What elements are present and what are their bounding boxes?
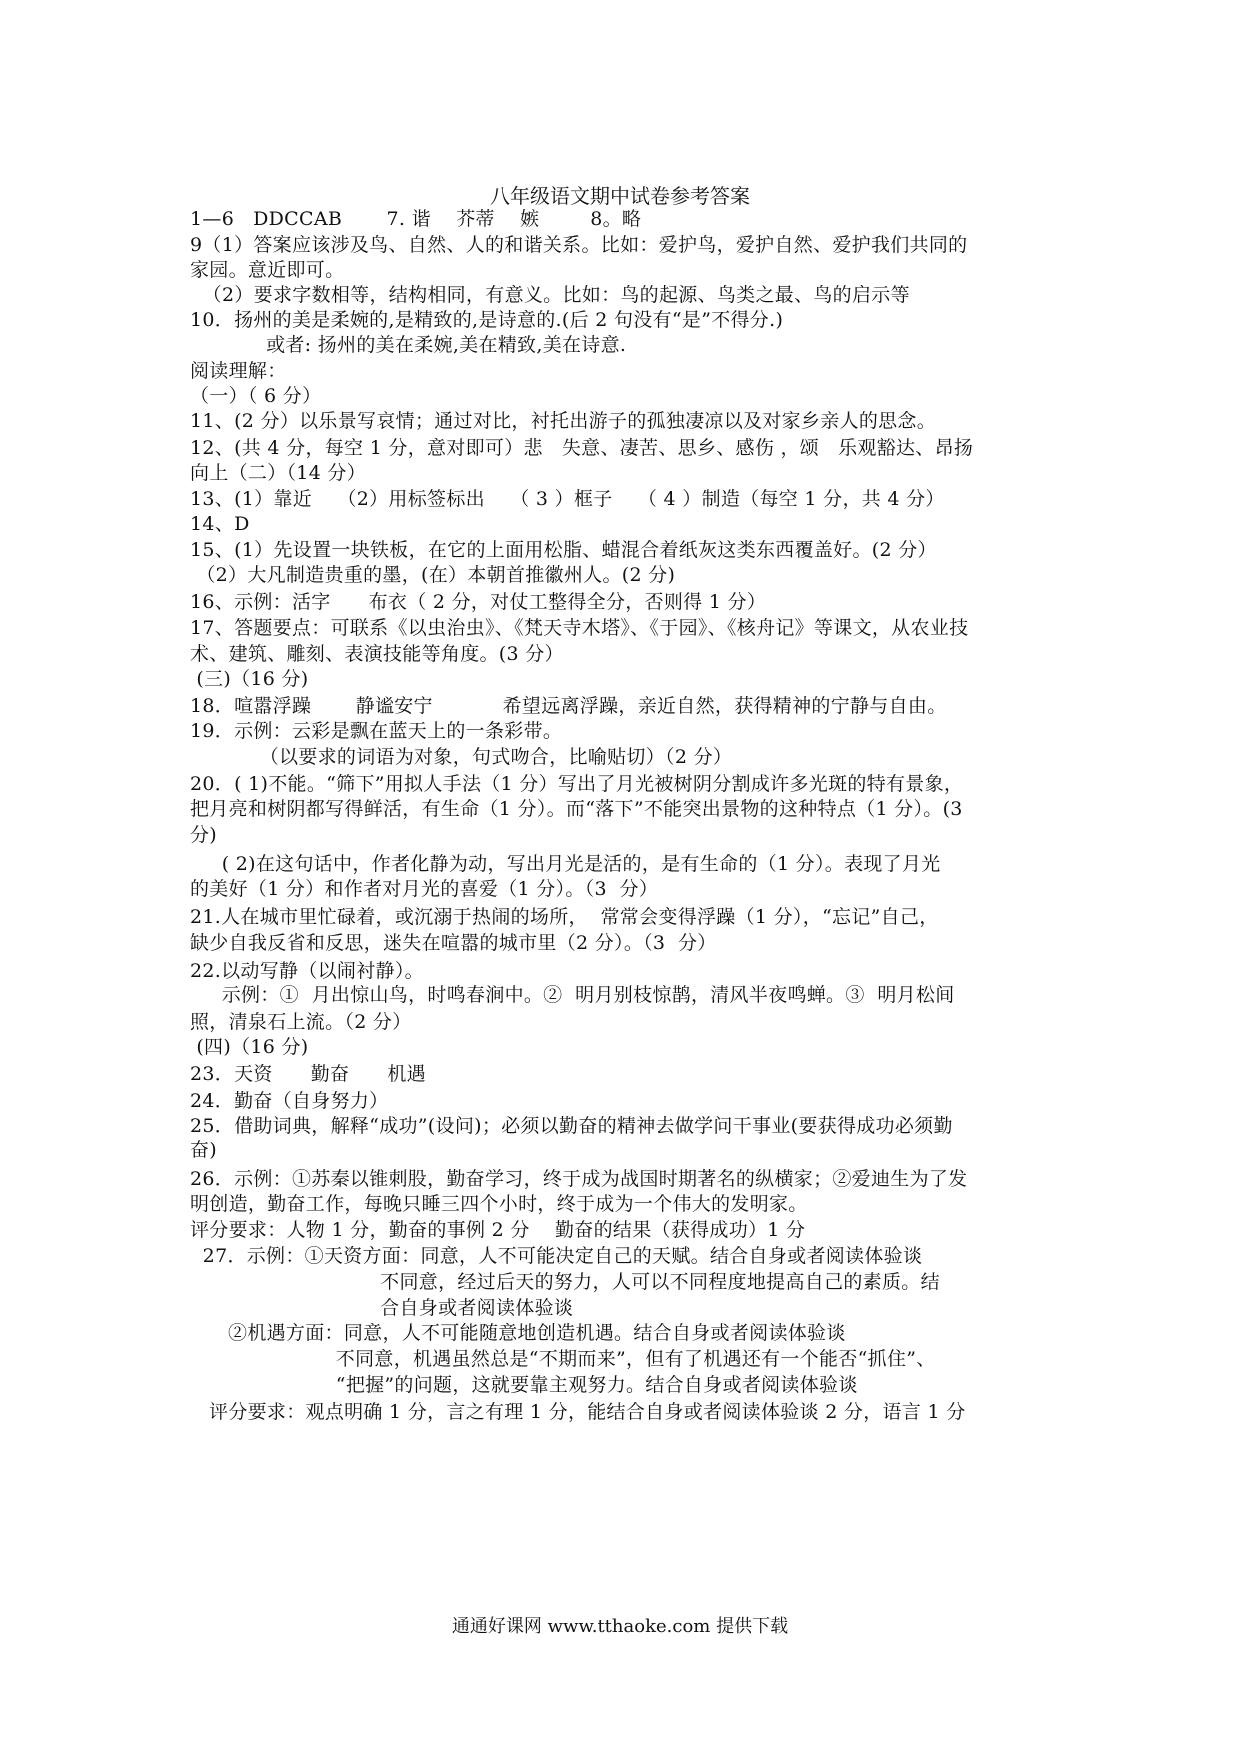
answer-line: 分) — [190, 824, 218, 846]
answer-line: （2）大凡制造贵重的墨，(在）本朝首推徽州人。(2 分) — [190, 564, 676, 586]
answer-line: 把月亮和树阴都写得鲜活，有生命（1 分）。而“落下”不能突出景物的这种特点（1 分）。(3 — [190, 798, 963, 820]
answer-line: 奋) — [190, 1139, 218, 1161]
answer-line: 明创造，勤奋工作，每晚只睡三四个小时，终于成为一个伟大的发明家。 — [190, 1193, 808, 1215]
answer-line: 24．勤奋（自身努力） — [190, 1090, 389, 1112]
answer-line: 16、示例：活字 布衣（ 2 分，对仗工整得全分，否则得 1 分） — [190, 591, 767, 613]
answer-line: 17、答题要点：可联系《以虫治虫》、《梵天寺木塔》、《于园》、《核舟记》等课文，从农业技 — [190, 617, 969, 639]
answer-line: 18．喧嚣浮躁 静谧安宁 希望远离浮躁，亲近自然，获得精神的宁静与自由。 — [190, 695, 947, 717]
answer-line: 10．扬州的美是柔婉的,是精致的,是诗意的.(后 2 句没有“是”不得分.) — [190, 309, 784, 331]
answer-line: “把握”的问题，这就要靠主观努力。结合自身或者阅读体验谈 — [190, 1374, 858, 1396]
answer-line: 26．示例：①苏秦以锥刺股，勤奋学习，终于成为战国时期著名的纵横家；②爱迪生为了发 — [190, 1168, 968, 1190]
answer-line: 缺少自我反省和反思，迷失在喧嚣的城市里（2 分）。（3 分） — [190, 932, 717, 954]
answer-line: 照，清泉石上流。（2 分） — [190, 1011, 412, 1033]
answer-line: (四)（16 分) — [190, 1036, 309, 1058]
answer-line: 不同意，机遇虽然总是“不期而来”，但有了机遇还有一个能否“抓住”、 — [190, 1348, 936, 1370]
answer-line: 1—6 DDCCAB 7. 谐 芥蒂 嫉 8。略 — [190, 208, 642, 230]
answer-line: 15、(1）先设置一块铁板，在它的上面用松脂、蜡混合着纸灰这类东西覆盖好。(2 分） — [190, 539, 937, 561]
answer-line: 术、建筑、雕刻、表演技能等角度。(3 分） — [190, 643, 564, 665]
answer-line: （2）要求字数相等，结构相同，有意义。比如：鸟的起源、鸟类之最、鸟的启示等 — [190, 284, 910, 306]
answer-line: 21.人在城市里忙碌着，或沉溺于热闹的场所， 常常会变得浮躁（1 分），“忘记”自己， — [190, 906, 939, 928]
answer-line: 25．借助词典，解释“成功”(设问)；必须以勤奋的精神去做学问干事业(要获得成功必须勤 — [190, 1115, 953, 1137]
answer-line: 23．天资 勤奋 机遇 — [190, 1063, 426, 1085]
page-title: 八年级语文期中试卷参考答案 — [490, 184, 750, 208]
answer-line: （以要求的词语为对象，句式吻合，比喻贴切）（2 分） — [190, 746, 733, 768]
answer-line: 不同意，经过后天的努力，人可以不同程度地提高自己的素质。结 — [190, 1271, 940, 1293]
answer-line: 评分要求：观点明确 1 分，言之有理 1 分，能结合自身或者阅读体验谈 2 分，语言 1 分 — [190, 1401, 966, 1423]
answer-line: 22.以动写静（以闹衬静）。 — [190, 960, 424, 982]
answer-line: 向上（二）（14 分） — [190, 462, 367, 484]
answer-line: 9（1）答案应该涉及鸟、自然、人的和谐关系。比如：爱护鸟，爱护自然、爱护我们共同的 — [190, 234, 968, 256]
answer-line: 19．示例：云彩是飘在蓝天上的一条彩带。 — [190, 720, 563, 742]
answer-line: ②机遇方面：同意，人不可能随意地创造机遇。结合自身或者阅读体验谈 — [190, 1322, 846, 1344]
answer-line: ( 2)在这句话中，作者化静为动，写出月光是活的，是有生命的（1 分）。表现了月光 — [190, 853, 941, 875]
answer-line: 示例：① 月出惊山鸟，时鸣春涧中。② 明月别枝惊鹊，清风半夜鸣蝉。③ 明月松间 — [190, 984, 955, 1006]
answer-line: 13、(1）靠近 （2）用标签标出 （ 3 ）框子 （ 4 ）制造（每空 1 分，共 4 分） — [190, 488, 945, 510]
answer-line: (三)（16 分) — [190, 668, 309, 690]
answer-line: （一）（ 6 分） — [190, 385, 322, 407]
answer-line: 的美好（1 分）和作者对月光的喜爱（1 分）。（3 分） — [190, 878, 659, 900]
answer-line: 20．( 1)不能。“筛下”用拟人手法（1 分）写出了月光被树阴分割成许多光斑的特有景象， — [190, 773, 964, 795]
answer-line: 或者: 扬州的美在柔婉,美在精致,美在诗意. — [190, 334, 627, 356]
answer-line: 评分要求：人物 1 分，勤奋的事例 2 分 勤奋的结果（获得成功）1 分 — [190, 1219, 806, 1241]
answer-line: 阅读理解： — [190, 360, 287, 382]
answer-line: 11、(2 分）以乐景写哀情；通过对比，衬托出游子的孤独凄凉以及对家乡亲人的思念。 — [190, 410, 937, 432]
footer-text: 通通好课网 www.tthaoke.com 提供下载 — [451, 1616, 789, 1637]
answer-line: 14、D — [190, 513, 250, 535]
answer-line: 12、(共 4 分，每空 1 分，意对即可）悲 失意、凄苦、思乡、感伤 ，颂 乐观豁达、昂扬 — [190, 437, 974, 459]
answer-line: 27．示例：①天资方面：同意，人不可能决定自己的天赋。结合自身或者阅读体验谈 — [190, 1245, 923, 1267]
answer-line: 家园。意近即可。 — [190, 259, 345, 281]
answer-line: 合自身或者阅读体验谈 — [190, 1297, 574, 1319]
